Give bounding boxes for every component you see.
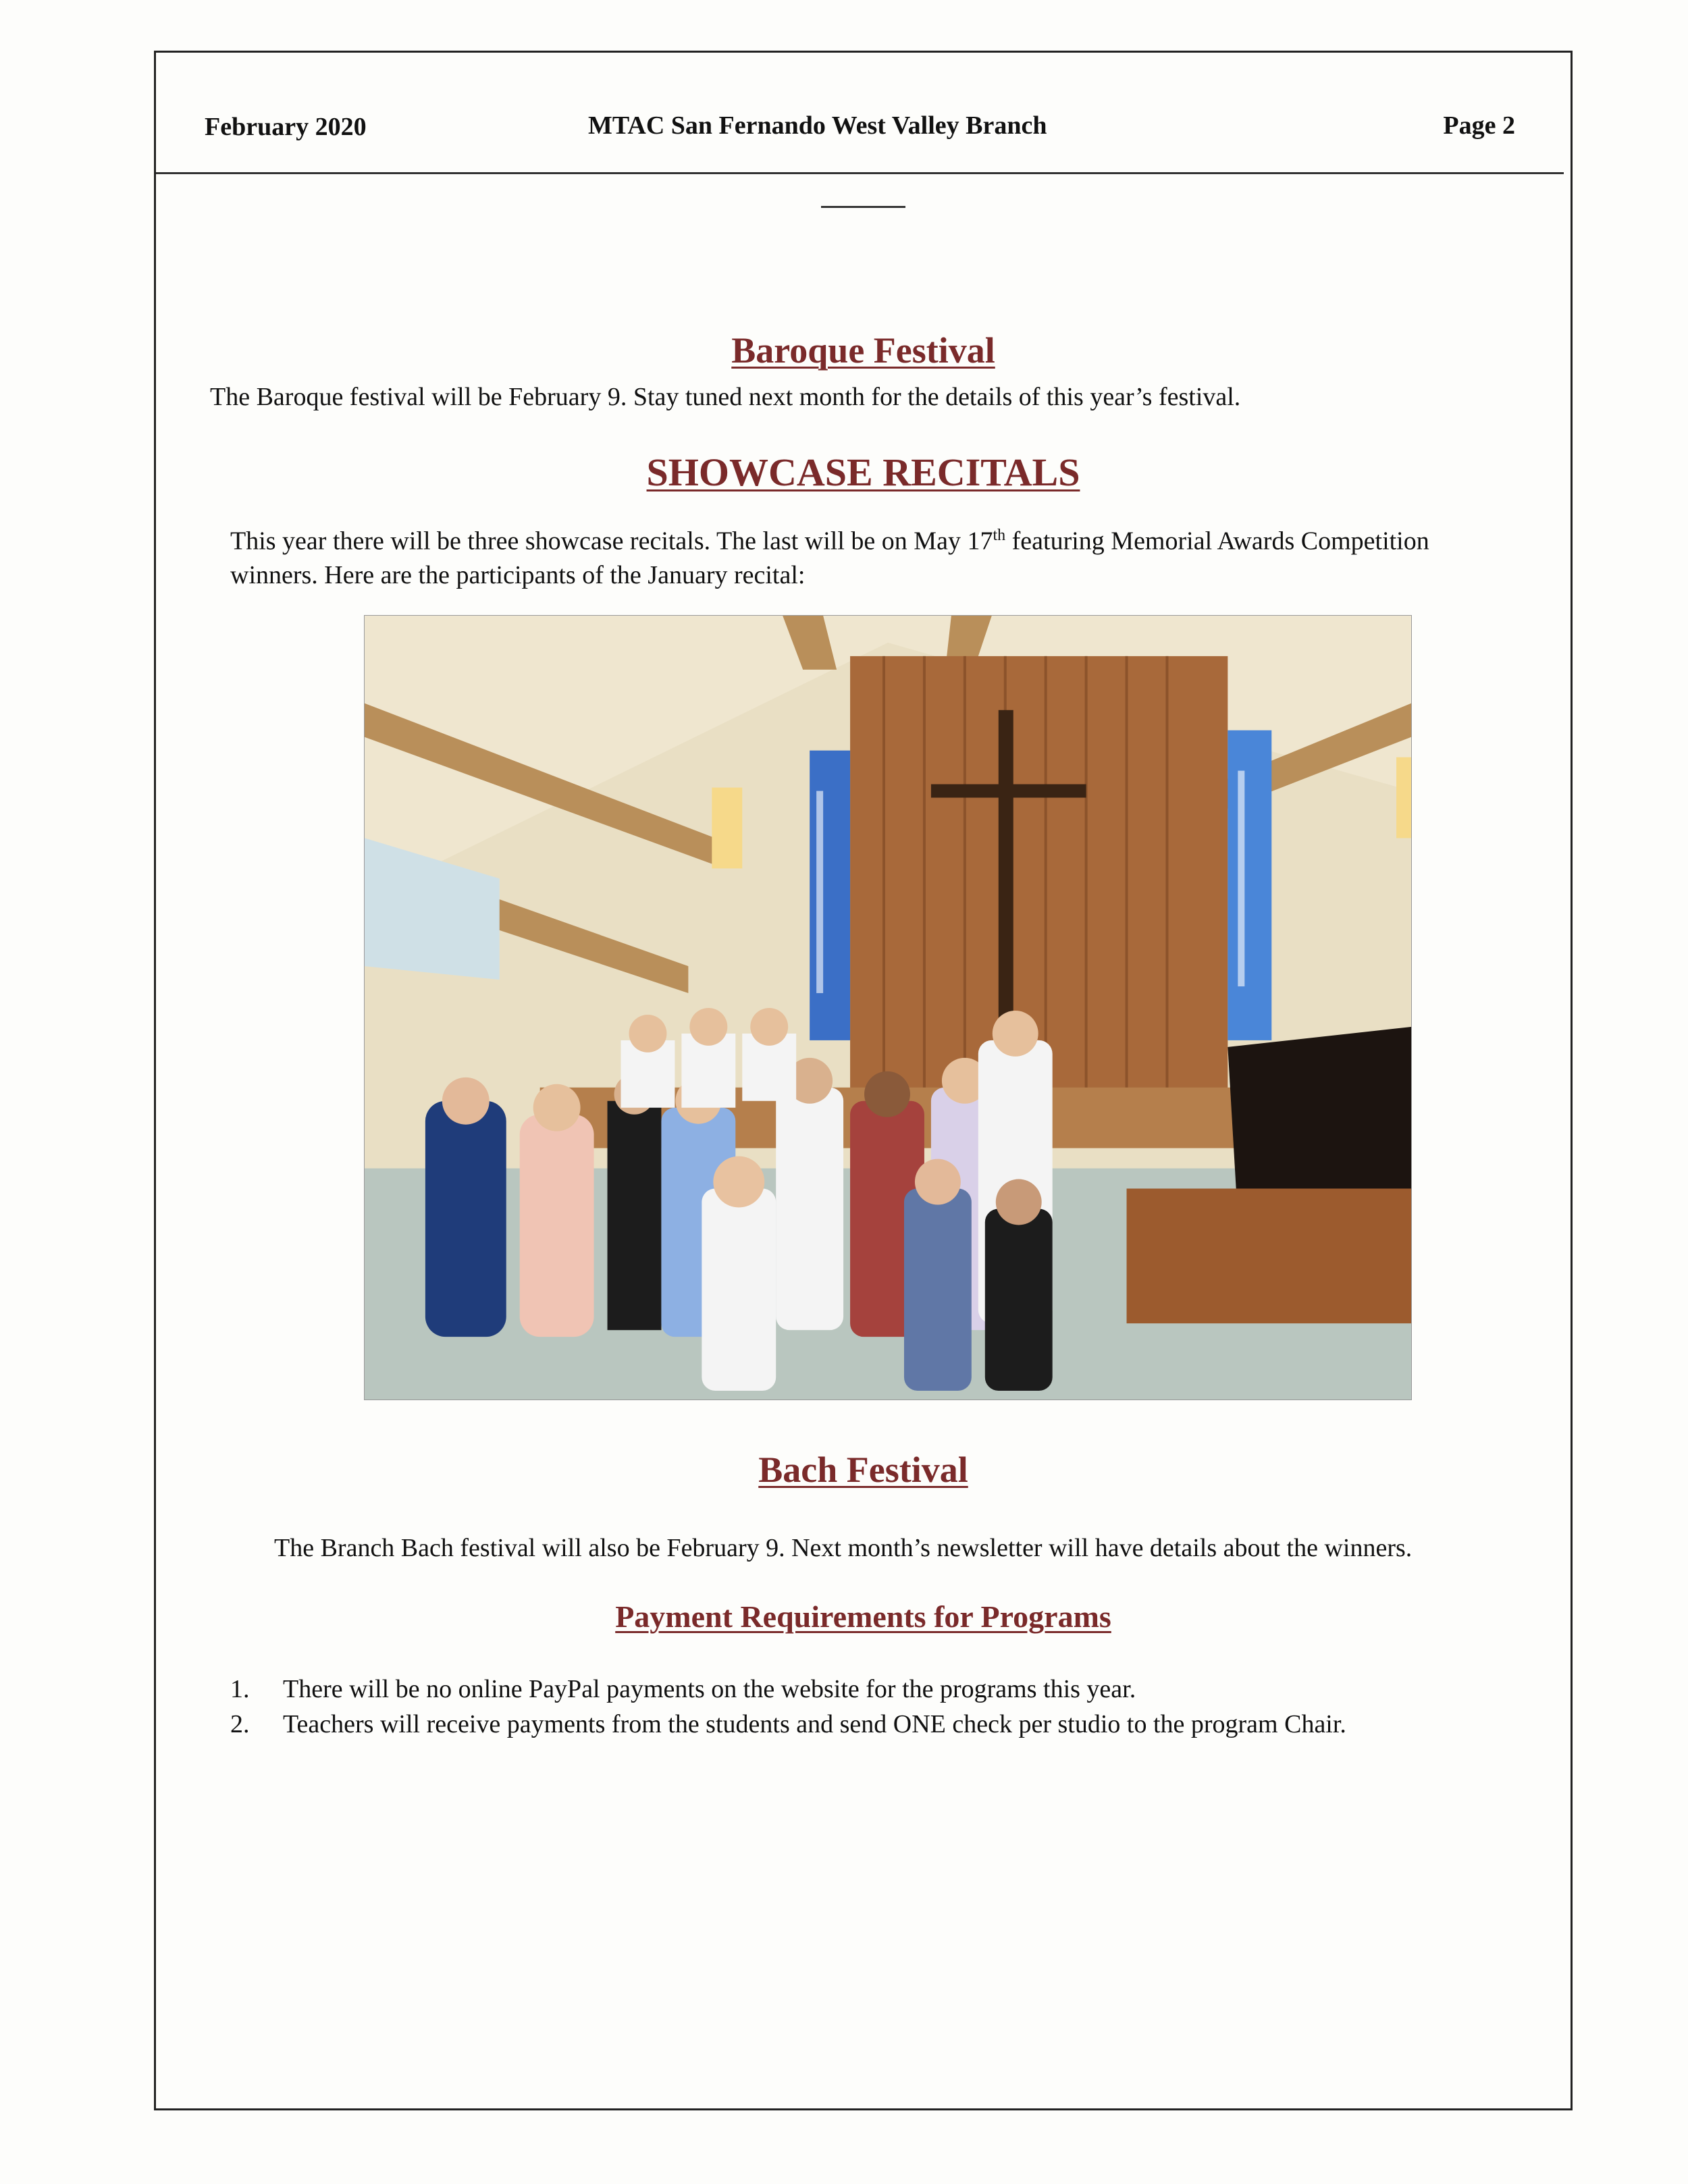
list-item bbox=[230, 1707, 1554, 1742]
header-date: February 2020 bbox=[205, 113, 367, 141]
list-item-number: 2. bbox=[230, 1710, 250, 1738]
payment-heading: Payment Requirements for Programs bbox=[615, 1599, 1111, 1634]
showcase-text-end: featuring Memorial Awards Competition winners. Here are the participants of the January recital: bbox=[230, 527, 1429, 589]
list-item bbox=[230, 1672, 1554, 1707]
bach-text: The Branch Bach festival will also be February 9. Next month’s newsletter will have details about the winners. bbox=[274, 1534, 1413, 1562]
ordinal-suffix: th bbox=[993, 527, 1006, 544]
showcase-heading: SHOWCASE RECITALS bbox=[646, 450, 1080, 494]
list-item-text: Teachers will receive payments from the students and send ONE check per studio to the program Chair. bbox=[283, 1710, 1346, 1738]
payment-list bbox=[230, 1672, 1554, 1742]
page-border bbox=[154, 51, 1573, 2110]
list-item-number: 1. bbox=[230, 1675, 250, 1703]
baroque-heading: Baroque Festival bbox=[731, 330, 995, 371]
showcase-text bbox=[230, 518, 1500, 592]
header-divider bbox=[156, 172, 1564, 174]
newsletter-header bbox=[156, 53, 1571, 174]
recital-group-photo bbox=[364, 615, 1412, 1400]
header-page-number: Page 2 bbox=[1443, 111, 1515, 140]
bach-heading: Bach Festival bbox=[758, 1449, 968, 1490]
short-divider bbox=[821, 206, 905, 208]
baroque-text: The Baroque festival will be February 9. Stay tuned next month for the details of this year’s festival. bbox=[210, 383, 1241, 411]
header-title: MTAC San Fernando West Valley Branch bbox=[588, 111, 1047, 140]
showcase-text-start: This year there will be three showcase recitals. The last will be on May 17 bbox=[230, 527, 993, 556]
list-item-text: There will be no online PayPal payments on the website for the programs this year. bbox=[283, 1675, 1136, 1703]
